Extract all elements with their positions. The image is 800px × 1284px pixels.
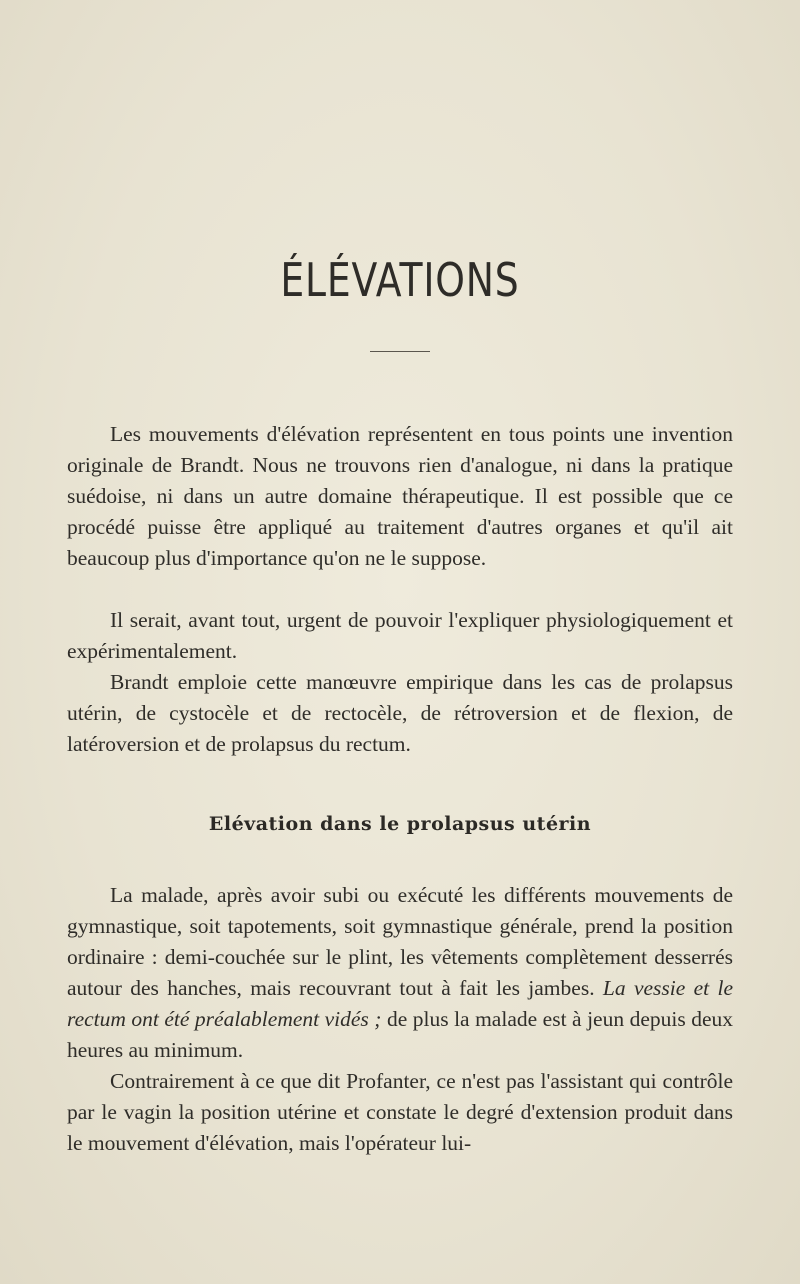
- title-divider: [370, 351, 430, 352]
- section-paragraph-2: Contrairement à ce que dit Profanter, ce n'est pas l'assistant qui contrôle par le vagin la position utérine et constate le degré d'extension produit dans le mouvement d'élévation, mais l'opérateur lui-: [67, 1069, 733, 1155]
- section-heading: Elévation dans le prolapsus utérin: [208, 813, 592, 835]
- intro-paragraph-2: Il serait, avant tout, urgent de pouvoir l'expliquer physiologiquement et expérimentalement.: [67, 608, 733, 663]
- page-title: ÉLÉVATIONS: [280, 253, 520, 307]
- intro-paragraph-3: Brandt emploie cette manœuvre empirique dans les cas de prolapsus utérin, de cystocèle et de rectocèle, de rétroversion et de flexion, de latéroversion et de prolapsus du rectum.: [67, 670, 733, 756]
- section-paragraph-1-text-a: La malade, après avoir subi ou exécuté les différents mouvements de gymnastique, soit tapotements, soit gymnastique générale, prend la position ordinaire : demi-couchée sur le plint, les vêtements complètement desserrés autour des hanches, mais recouvrant tout à fait les jambes.: [67, 883, 733, 1000]
- intro-paragraph-1: Les mouvements d'élévation représentent en tous points une invention originale de Brandt. Nous ne trouvons rien d'analogue, ni dans la pratique suédoise, ni dans un autre domaine thérapeutique. Il est possible que ce procédé puisse être appliqué au traitement d'autres organes et qu'il ait beaucoup plus d'importance qu'on ne le suppose.: [67, 422, 733, 570]
- section-paragraph-1-text-b: de plus la malade est à jeun depuis deux heures au minimum.: [67, 1007, 734, 1062]
- section-paragraph-1-italic: La vessie et le rectum ont été préalablement vidés ;: [67, 976, 734, 1031]
- section-paragraph-1: [67, 880, 733, 1066]
